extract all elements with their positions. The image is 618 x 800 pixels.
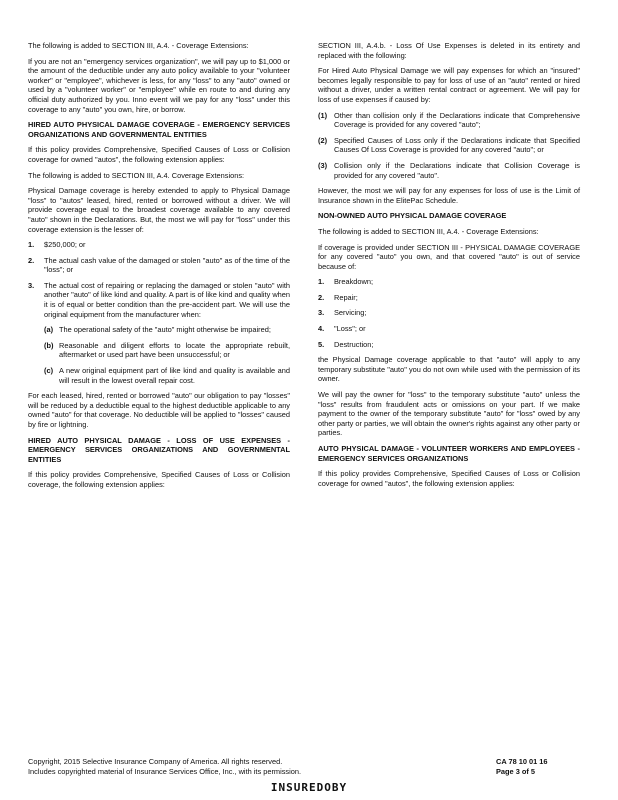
paragraph: However, the most we will pay for any expenses for loss of use is the Limit of Insurance shown in the ElitePac Schedule. xyxy=(318,186,580,205)
list-item-number: 4. xyxy=(318,324,325,334)
list-item xyxy=(28,281,290,319)
paragraph: If you are not an "emergency services organization", we will pay up to $1,000 or the amount of the deductible under any auto policy available to your "volunteer worker" or "employee", whichever is less, for any "loss" to any "auto" owned or used by a "volunteer worker" or "employee" while en route to and during any official duty authorized by you. Inno event will we pay for any "loss" under this coverage to any "auto" you own, hire, or borrow. xyxy=(28,56,290,114)
list-item-text: The actual cost of repairing or replacing the damaged or stolen "auto" with another "auto" of like kind and quality. A part is of like kind and quality when it is of equal or better condition than the pre-accident part. We will use the original equipment from the manufacturer when: xyxy=(44,280,290,319)
list-item xyxy=(318,293,580,303)
form-number: CA 78 10 01 16 xyxy=(496,757,548,766)
list-item-text: Servicing; xyxy=(334,308,367,318)
paragraph: We will pay the owner for "loss" to the temporary substitute "auto" unless the "loss" results from fraudulent acts or omissions on your part. If we make payment to the owner of the temporary substitute "auto" for "loss" owed by any other party or parties, we will obtain the owner's rights against any other party or parties. xyxy=(318,390,580,438)
page-number: Page 3 of 5 xyxy=(496,767,536,776)
right-column xyxy=(318,41,580,494)
sub-list-item xyxy=(44,341,290,360)
list-item-number: 1. xyxy=(318,277,325,287)
left-column xyxy=(28,41,290,496)
list-item-number: 3. xyxy=(28,280,35,290)
list-item-number: 5. xyxy=(318,339,325,349)
paragraph: If this policy provides Comprehensive, Specified Causes of Loss or Collision coverage for owned "autos", the following extension applies: xyxy=(318,469,580,488)
list-item-text: Specified Causes of Loss only if the Declarations indicate that Specified Causes Of Loss Coverage is provided for any covered "auto"; or xyxy=(334,135,580,155)
list-item xyxy=(28,256,290,275)
paragraph: The following is added to SECTION III, A.4. Coverage Extensions: xyxy=(28,170,245,180)
paragraph: Physical Damage coverage is hereby extended to apply to Physical Damage "loss" to "autos" leased, hired, rented or borrowed without a driver. We will provide coverage equal to the broadest coverage available to any covered "auto" shown in the Declarations. But, the most we will pay for "loss" under this coverage extension is the lesser of: xyxy=(28,186,290,234)
list-item xyxy=(318,324,580,334)
copyright-line-1: Copyright, 2015 Selective Insurance Company of America. All rights reserved. xyxy=(28,757,283,766)
list-item-number: 2. xyxy=(28,255,35,265)
section-heading: HIRED AUTO PHYSICAL DAMAGE COVERAGE - EMERGENCY SERVICES ORGANIZATIONS AND GOVERNMENTAL ENTITIES xyxy=(28,120,290,139)
list-item-text: Other than collision only if the Declarations indicate that Comprehensive Coverage is provided for any covered "auto"; xyxy=(334,110,580,130)
list-item-number: (3) xyxy=(318,160,328,170)
section-heading: HIRED AUTO PHYSICAL DAMAGE - LOSS OF USE EXPENSES - EMERGENCY SERVICES ORGANIZATIONS AND GOVERNMENTAL ENTITIES xyxy=(28,435,290,464)
list-item xyxy=(318,111,580,130)
section-heading: AUTO PHYSICAL DAMAGE - VOLUNTEER WORKERS AND EMPLOYEES - EMERGENCY SERVICES ORGANIZATIONS xyxy=(318,444,580,463)
list-item-text: Repair; xyxy=(334,292,358,302)
list-item-number: (c) xyxy=(44,366,54,376)
paragraph: If this policy provides Comprehensive, Specified Causes of Loss or Collision coverage, the following extension applies: xyxy=(28,470,290,489)
section-heading: NON-OWNED AUTO PHYSICAL DAMAGE COVERAGE xyxy=(318,211,507,221)
list-item-number: 1. xyxy=(28,240,35,250)
list-item-text: Breakdown; xyxy=(334,277,374,287)
copyright-line-2: Includes copyrighted material of Insurance Services Office, Inc., with its permission. xyxy=(28,767,302,776)
list-item-number: (a) xyxy=(44,325,54,335)
sub-list-item xyxy=(44,325,290,335)
list-item-text: The actual cash value of the damaged or stolen "auto" as of the time of the "loss"; or xyxy=(44,255,290,275)
list-item-text: Collision only if the Declarations indicate that Collision Coverage is provided for any covered "auto". xyxy=(334,160,580,180)
paragraph: If this policy provides Comprehensive, Specified Causes of Loss or Collision coverage for owned "autos", the following extension applies: xyxy=(28,145,290,164)
list-item xyxy=(318,277,580,287)
paragraph: If coverage is provided under SECTION III - PHYSICAL DAMAGE COVERAGE for any covered "auto" you own, and that covered "auto" is out of service because of: xyxy=(318,242,580,271)
paragraph: the Physical Damage coverage applicable to that "auto" will apply to any temporary substitute "auto" you do not own while used with the permission of its owner. xyxy=(318,355,580,384)
list-item-text: Reasonable and diligent efforts to locate the appropriate rebuilt, aftermarket or used part have been unsuccessful; or xyxy=(59,340,290,360)
brand-watermark: INSUREDOBY xyxy=(270,781,348,794)
list-item-number: 2. xyxy=(318,292,325,302)
list-item xyxy=(318,308,580,318)
list-item xyxy=(318,340,580,350)
paragraph: The following is added to SECTION III, A.4. - Coverage Extensions: xyxy=(318,226,539,236)
paragraph: SECTION III, A.4.b. - Loss Of Use Expenses is deleted in its entirety and replaced with the following: xyxy=(318,41,580,60)
list-item xyxy=(318,136,580,155)
paragraph: For each leased, hired, rented or borrowed "auto" our obligation to pay "losses" will be reduced by a deductible equal to the highest deductible applicable to any owned "auto" for that coverage. No deductible will be applied to "losses" caused by fire or lightning. xyxy=(28,391,290,429)
paragraph: The following is added to SECTION III, A.4. - Coverage Extensions: xyxy=(28,41,249,50)
list-item-number: (b) xyxy=(44,340,54,350)
form-info xyxy=(496,757,596,777)
list-item-text: "Loss"; or xyxy=(334,324,366,334)
list-item-text: A new original equipment part of like kind and quality is available and will result in the lowest overall repair cost. xyxy=(59,366,290,385)
list-item-text: The operational safety of the "auto" might otherwise be impaired; xyxy=(59,325,271,335)
list-item xyxy=(28,240,290,250)
list-item-text: $250,000; or xyxy=(44,240,86,250)
list-item-number: (1) xyxy=(318,110,328,120)
copyright-notice xyxy=(28,757,468,777)
list-item-number: (2) xyxy=(318,135,328,145)
sub-list-item xyxy=(44,366,290,385)
list-item xyxy=(318,161,580,180)
list-item-text: Destruction; xyxy=(334,339,374,349)
list-item-number: 3. xyxy=(318,308,325,318)
paragraph: For Hired Auto Physical Damage we will pay expenses for which an "insured" becomes legally responsible to pay for loss of use of an "auto" rented or hired without a driver, under a written rental contract or agreement. We will pay for loss of use expenses if caused by: xyxy=(318,66,580,104)
